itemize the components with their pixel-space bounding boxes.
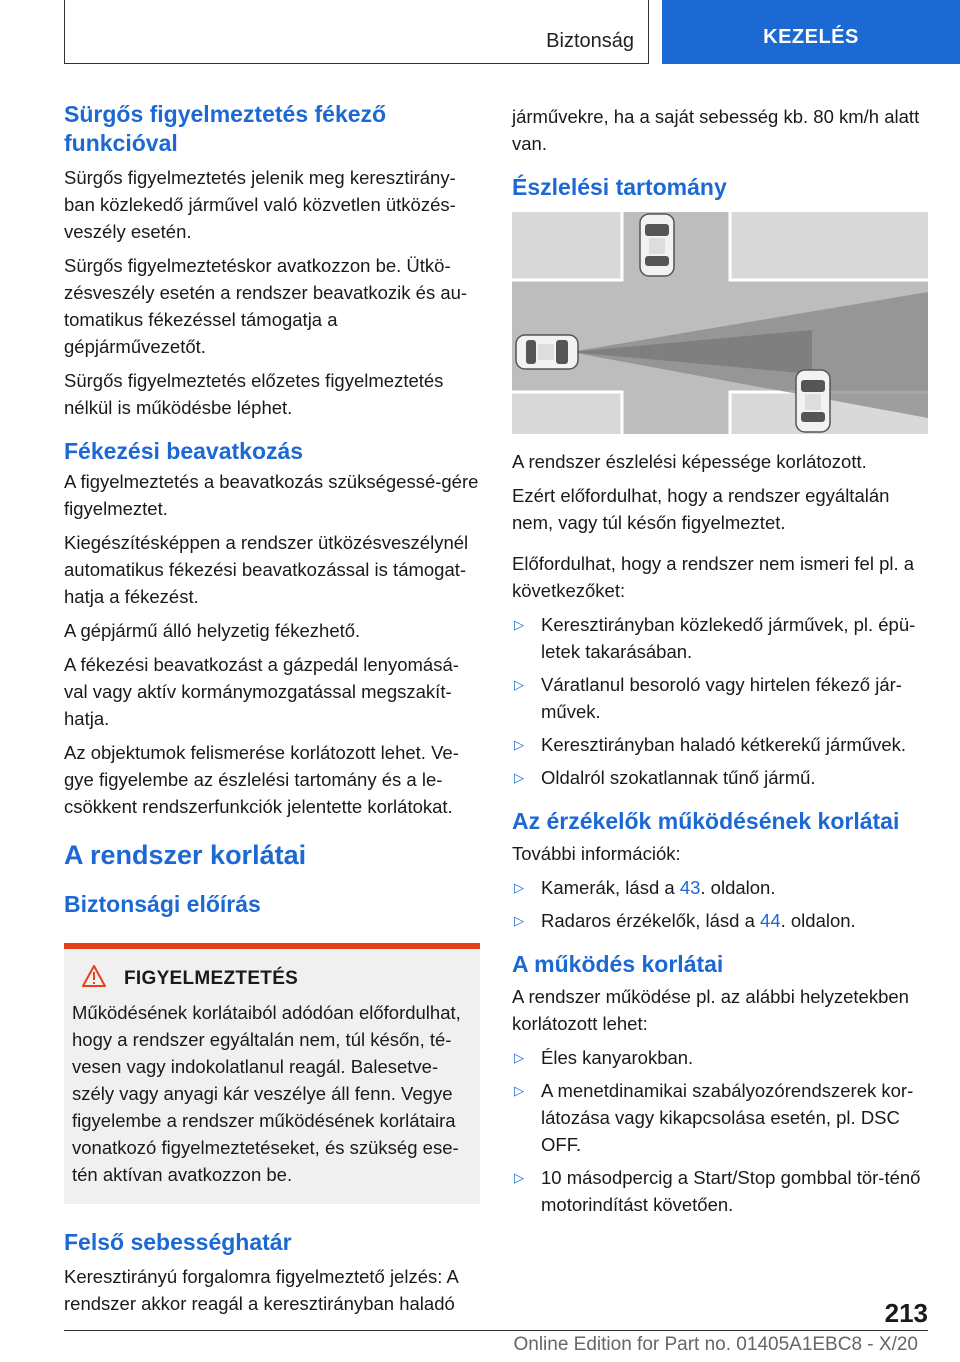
bullet-triangle-icon: ▷ xyxy=(514,770,524,785)
list-item: ▷ Keresztirányban közlekedő járművek, pl. épü-letek takarásában. xyxy=(512,611,928,665)
heading-braking: Fékezési beavatkozás xyxy=(64,438,304,464)
warning-triangle-icon xyxy=(82,965,106,993)
left-column xyxy=(64,100,480,1324)
list-item: ▷ Oldalról szokatlannak tűnő jármű. xyxy=(512,764,928,791)
heading-function-limits: A működés korlátai xyxy=(512,951,724,977)
warning-title: FIGYELMEZTETÉS xyxy=(124,968,299,989)
header-section-title: Biztonság xyxy=(546,30,634,52)
right-column xyxy=(512,103,928,1224)
page-number: 213 xyxy=(884,1298,928,1328)
paragraph: A gépjármű álló helyzetig fékezhető. xyxy=(64,620,361,641)
paragraph: Sürgős figyelmeztetés előzetes figyelmeztetés nélkül is működésbe léphet. xyxy=(64,370,444,418)
paragraph: A fékezési beavatkozást a gázpedál lenyomásá-val vagy aktív kormánymozgatással megszakít-hatja. xyxy=(64,654,459,729)
car-icon xyxy=(796,370,830,432)
sensor-list xyxy=(512,874,928,934)
footer-divider xyxy=(64,1330,864,1331)
bullet-triangle-icon: ▷ xyxy=(514,1170,524,1185)
paragraph: Sürgős figyelmeztetéskor avatkozzon be. Ütkö-zésveszély esetén a rendszer beavatkozik és au-tomatikus fékezéssel támogatja a gépjárművezetőt. xyxy=(64,255,468,357)
paragraph: Sürgős figyelmeztetés jelenik meg keresztirány-ban közlekedő járművel való közvetlen ütközés-veszély esetén. xyxy=(64,167,456,242)
list-item: ▷ Kamerák, lásd a 43. oldalon. xyxy=(512,874,928,901)
header-frame xyxy=(64,0,649,64)
bullet-triangle-icon: ▷ xyxy=(514,617,524,632)
bullet-triangle-icon: ▷ xyxy=(514,737,524,752)
paragraph: Az objektumok felismerése korlátozott lehet. Ve-gye figyelembe az észlelési tartomány és a le-csökkent rendszerfunkciók jelentette korlátokat. xyxy=(64,742,459,817)
header-chapter-tab[interactable]: KEZELÉS xyxy=(662,0,960,64)
bullet-triangle-icon: ▷ xyxy=(514,677,524,692)
paragraph: A figyelmeztetés a beavatkozás szükségessé-gére figyelmeztet. xyxy=(64,471,479,519)
list-item: ▷ 10 másodpercig a Start/Stop gombbal tör-ténő motorindítást követően. xyxy=(512,1164,928,1218)
detection-range-figure xyxy=(512,212,928,434)
warning-text: Működésének korlátaiból adódóan előfordulhat, hogy a rendszer egyáltalán nem, túl későn, té-vesen vagy indokolatlanul reagál. Balesetve-szély vagy anyagi kár veszélye áll fenn. Vegye figyelembe a rendszer működésének korlátaira vonatkozó figyelmeztetéseket, és szükség ese-tén aktívan avatkozzon be. xyxy=(72,1002,461,1185)
limitation-list xyxy=(512,611,928,791)
list-item: ▷ A menetdinamikai szabályozórendszerek kor-látozása vagy kikapcsolása esetén, pl. DSC OFF. xyxy=(512,1077,928,1158)
bullet-triangle-icon: ▷ xyxy=(514,913,524,928)
bullet-triangle-icon: ▷ xyxy=(514,1083,524,1098)
footer-edition: Online Edition for Part no. 01405A1EBC8 - X/20 xyxy=(513,1334,918,1355)
warning-title-row xyxy=(82,965,470,993)
heading-system-limits: A rendszer korlátai xyxy=(64,840,307,870)
list-item: ▷ Keresztirányban haladó kétkerekű járművek. xyxy=(512,731,928,758)
heading-urgent-warning: Sürgős figyelmeztetés fékező funkcióval xyxy=(64,101,387,156)
paragraph-continued: járművekre, ha a saját sebesség kb. 80 km/h alatt van. xyxy=(512,106,920,154)
car-icon xyxy=(516,335,578,369)
heading-speed-limit: Felső sebességhatár xyxy=(64,1229,292,1255)
warning-box xyxy=(64,949,480,1204)
paragraph: Előfordulhat, hogy a rendszer nem ismeri fel pl. a következőket: xyxy=(512,553,915,601)
function-limit-list xyxy=(512,1044,928,1218)
paragraph: Ezért előfordulhat, hogy a rendszer egyáltalán nem, vagy túl későn figyelmeztet. xyxy=(512,485,890,533)
list-item: ▷ Radaros érzékelők, lásd a 44. oldalon. xyxy=(512,907,928,934)
paragraph: A rendszer működése pl. az alábbi helyzetekben korlátozott lehet: xyxy=(512,986,909,1034)
paragraph: Kiegészítésképpen a rendszer ütközésveszélynél automatikus fékezési beavatkozással is támogat-hatja a fékezést. xyxy=(64,532,469,607)
list-item: ▷ Éles kanyarokban. xyxy=(512,1044,928,1071)
page-link-43[interactable]: 43 xyxy=(679,877,701,898)
paragraph: További információk: xyxy=(512,843,681,864)
paragraph: Keresztirányú forgalomra figyelmeztető jelzés: A rendszer akkor reagál a keresztirányban haladó xyxy=(64,1266,458,1314)
car-icon xyxy=(640,214,674,276)
page-link-44[interactable]: 44 xyxy=(760,910,781,931)
footer-divider xyxy=(864,1330,928,1331)
heading-detection-range: Észlelési tartomány xyxy=(512,174,727,200)
heading-sensor-limits: Az érzékelők működésének korlátai xyxy=(512,808,900,834)
heading-safety: Biztonsági előírás xyxy=(64,891,261,917)
bullet-triangle-icon: ▷ xyxy=(514,880,524,895)
list-item: ▷ Váratlanul besoroló vagy hirtelen fékező jár-művek. xyxy=(512,671,928,725)
paragraph: A rendszer észlelési képessége korlátozott. xyxy=(512,451,867,472)
bullet-triangle-icon: ▷ xyxy=(514,1050,524,1065)
